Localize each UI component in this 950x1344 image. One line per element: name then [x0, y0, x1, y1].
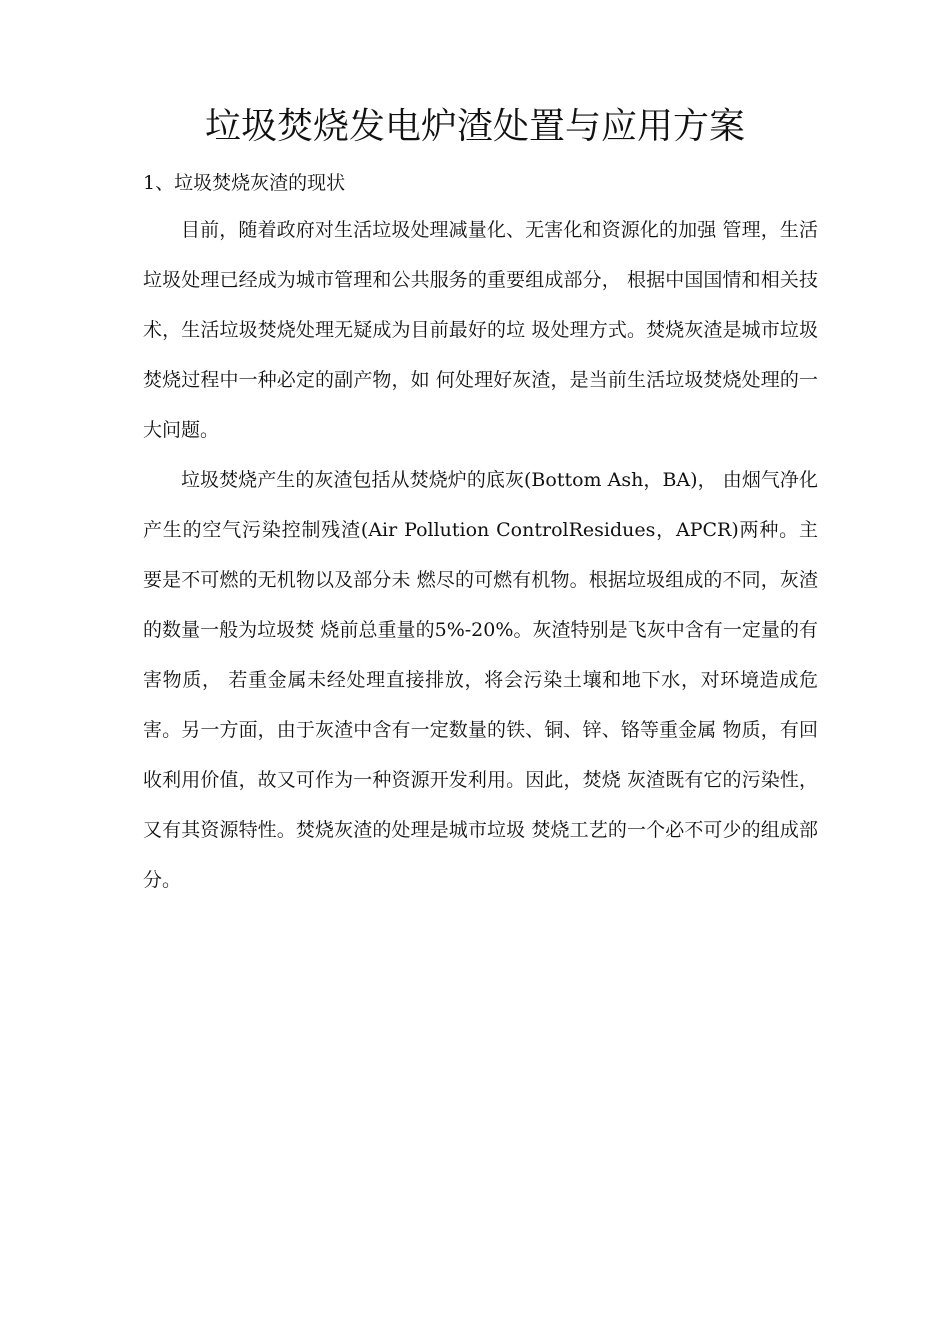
paragraph-1: 目前，随着政府对生活垃圾处理减量化、无害化和资源化的加强 管理，生活垃圾处理已经成为城市管理和公共服务的重要组成部分， 根据中国国情和相关技术，生活垃圾焚烧处理无疑成为目前最好的垃 圾处理方式。焚烧灰渣是城市垃圾焚烧过程中一种必定的副产物，如 何处理好灰渣，是当前生活垃圾焚烧处理的一大问题。 [143, 219, 818, 441]
paragraph-2: 垃圾焚烧产生的灰渣包括从焚烧炉的底灰(Bottom Ash，BA)， 由烟气净化产生的空气污染控制残渣(Air Pollution ControlResidues，APCR)两种。主要是不可燃的无机物以及部分未 燃尽的可燃有机物。根据垃圾组成的不同，灰渣的数量一般为垃圾焚 烧前总重量的5%-20%。灰渣特别是飞灰中含有一定量的有害物质， 若重金属未经处理直接排放，将会污染土壤和地下水，对环境造成危 害。另一方面，由于灰渣中含有一定数量的铁、铜、锌、铬等重金属 物质，有回收利用价值，故又可作为一种资源开发利用。因此，焚烧 灰渣既有它的污染性，又有其资源特性。焚烧灰渣的处理是城市垃圾 焚烧工艺的一个必不可少的组成部分。 [143, 469, 818, 891]
section-heading: 1、垃圾焚烧灰渣的现状 [143, 172, 346, 194]
document-title: 垃圾焚烧发电炉渣处置与应用方案 [204, 106, 745, 147]
